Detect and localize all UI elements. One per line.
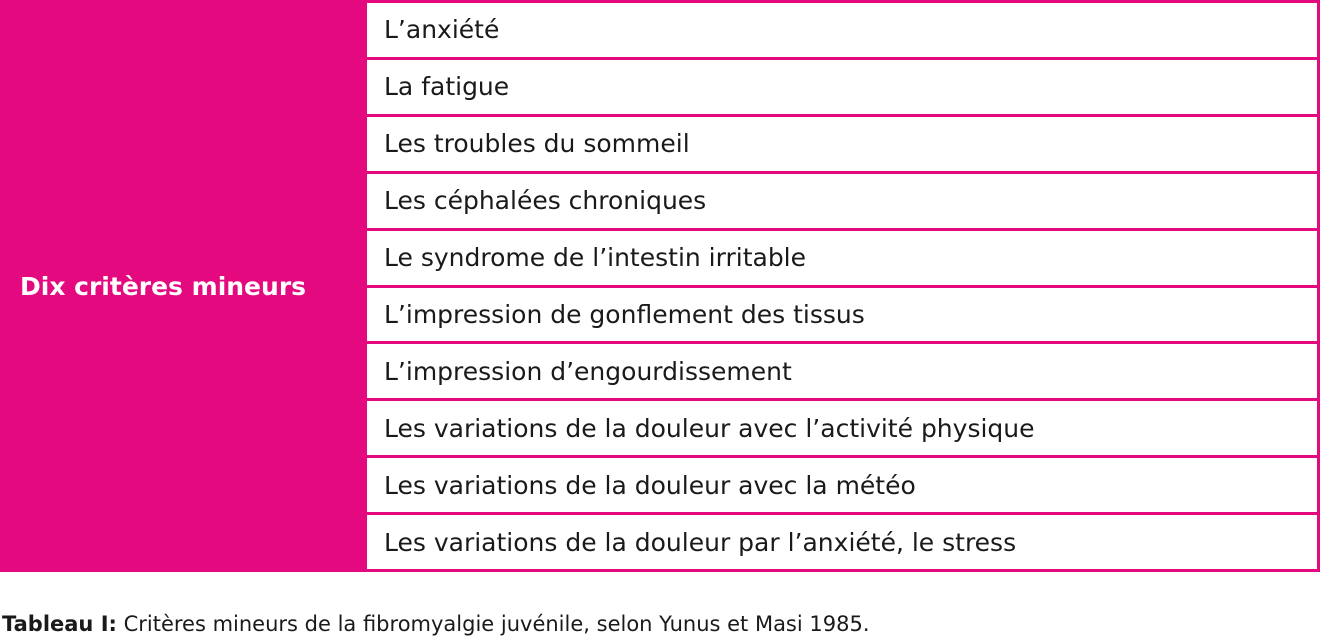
criteria-row: Les troubles du sommeil	[367, 117, 1317, 171]
caption-text: Critères mineurs de la fibromyalgie juvénile, selon Yunus et Masi 1985.	[116, 612, 870, 636]
criteria-row: L’impression d’engourdissement	[367, 344, 1317, 398]
criteria-row: Les céphalées chroniques	[367, 174, 1317, 228]
caption-prefix: Tableau I:	[2, 612, 117, 636]
criteria-list	[367, 3, 1317, 569]
criteria-row: Le syndrome de l’intestin irritable	[367, 231, 1317, 285]
criteria-row: L’anxiété	[367, 3, 1317, 57]
criteria-row: La fatigue	[367, 60, 1317, 114]
group-label: Dix critères mineurs	[20, 271, 307, 301]
criteria-row: L’impression de gonflement des tissus	[367, 288, 1317, 342]
criteria-row: Les variations de la douleur avec l’activité physique	[367, 401, 1317, 455]
criteria-row: Les variations de la douleur par l’anxiété, le stress	[367, 515, 1317, 569]
criteria-row: Les variations de la douleur avec la météo	[367, 458, 1317, 512]
table-caption	[2, 612, 870, 636]
